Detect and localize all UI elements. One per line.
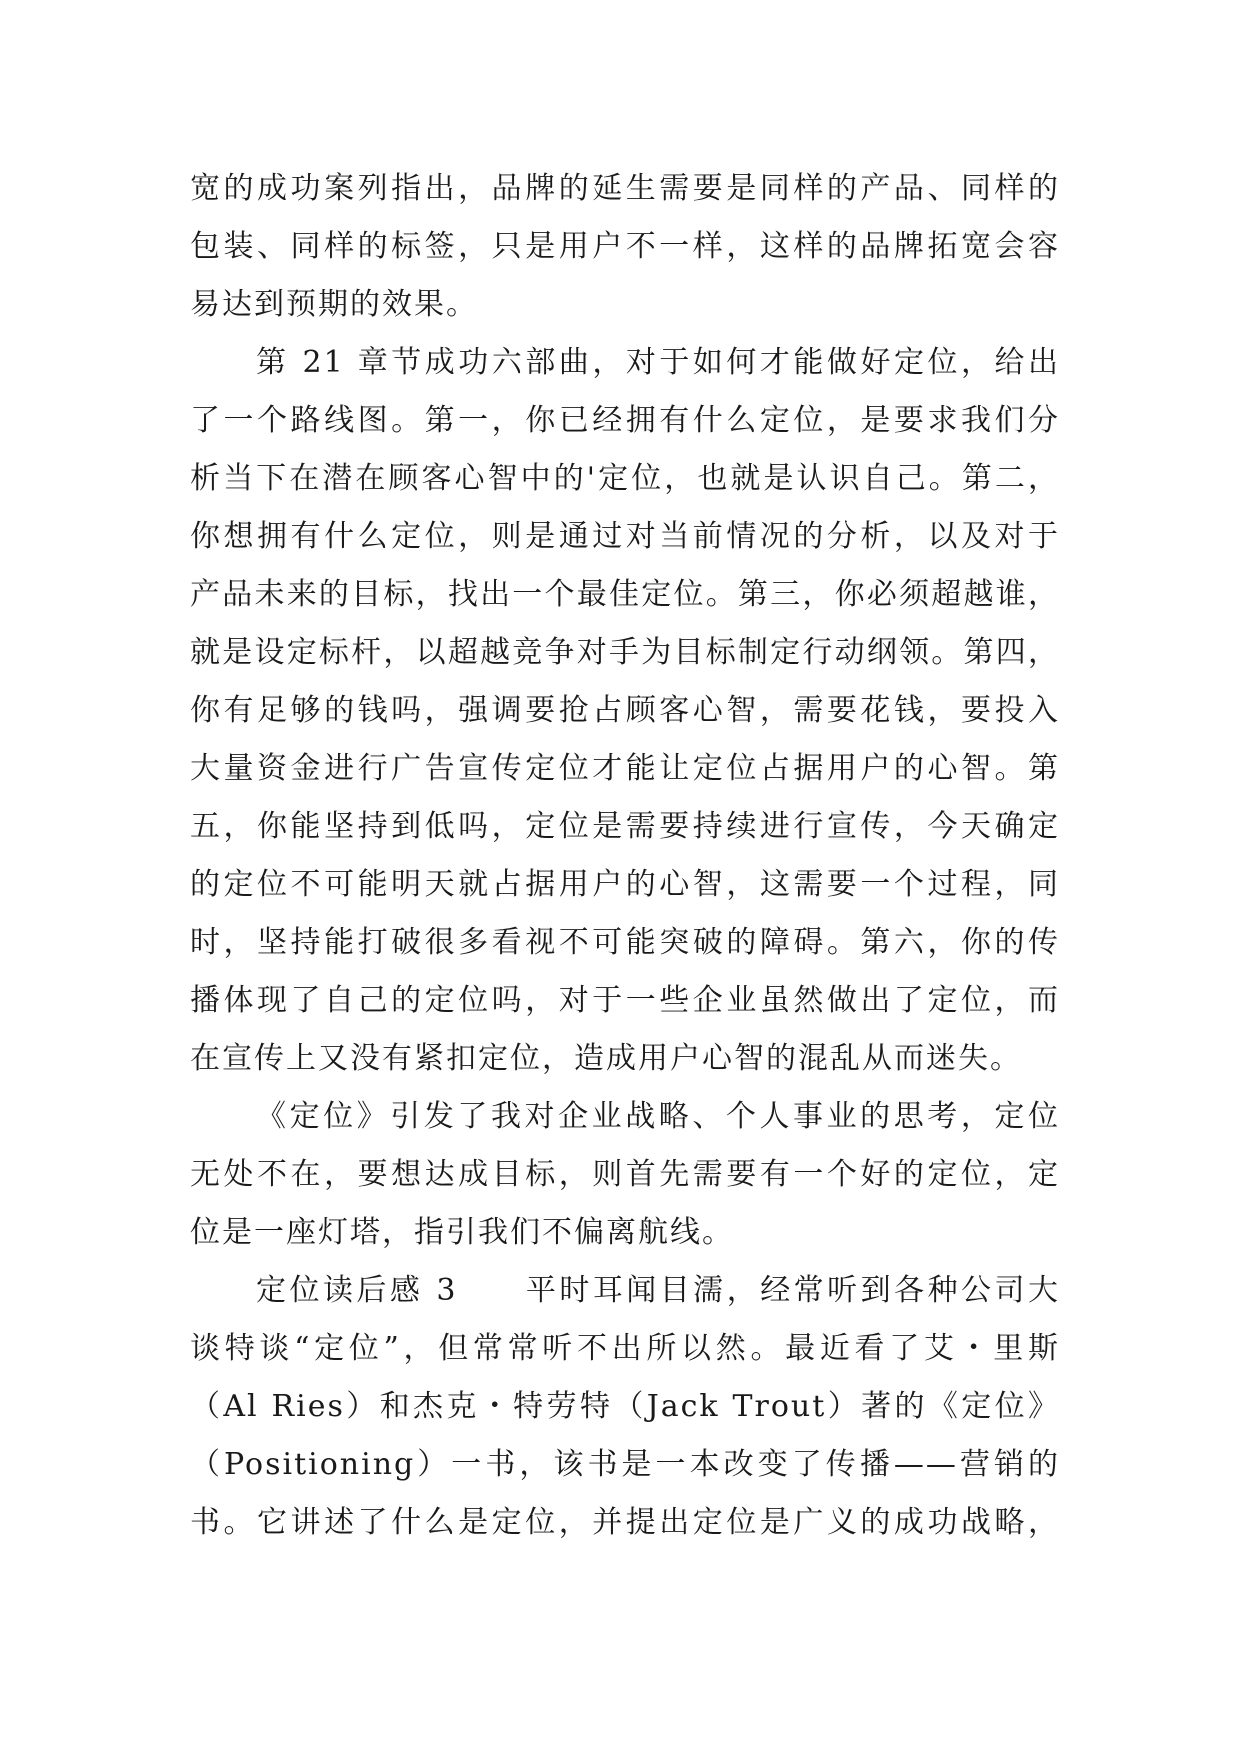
body-text [190,160,1060,1552]
text-line: 产品未来的目标，找出一个最佳定位。第三，你必须超越谁， [190,577,1060,612]
paragraph-2 [190,334,1060,1088]
text-line: 宽的成功案列指出，品牌的延生需要是同样的产品、同样的 [190,171,1060,206]
text-line: 定位读后感 3 平时耳闻目濡，经常听到各种公司大 [256,1273,1060,1308]
text-line: 谈特谈“定位”，但常常听不出所以然。最近看了艾・里斯 [190,1331,1060,1366]
text-line: 《定位》引发了我对企业战略、个人事业的思考，定位 [256,1099,1060,1134]
text-line: 书。它讲述了什么是定位，并提出定位是广义的成功战略， [190,1505,1060,1540]
text-line: 五，你能坚持到低吗，定位是需要持续进行宣传，今天确定 [190,809,1060,844]
text-line: 析当下在潜在顾客心智中的'定位，也就是认识自己。第二， [190,461,1060,496]
text-line: 位是一座灯塔，指引我们不偏离航线。 [190,1215,734,1250]
text-line: 就是设定标杆，以超越竞争对手为目标制定行动纲领。第四， [190,635,1060,670]
text-line: 了一个路线图。第一，你已经拥有什么定位，是要求我们分 [190,403,1060,438]
paragraph-3 [190,1088,1060,1262]
paragraph-1 [190,160,1060,334]
text-line: 播体现了自己的定位吗，对于一些企业虽然做出了定位，而 [190,983,1060,1018]
text-line: 你有足够的钱吗，强调要抢占顾客心智，需要花钱，要投入 [190,693,1060,728]
text-line: 时，坚持能打破很多看视不可能突破的障碍。第六，你的传 [190,925,1060,960]
paragraph-4 [190,1262,1060,1552]
text-line: 你想拥有什么定位，则是通过对当前情况的分析，以及对于 [190,519,1060,554]
text-line: 在宣传上又没有紧扣定位，造成用户心智的混乱从而迷失。 [190,1041,1022,1076]
text-line: （Al Ries）和杰克・特劳特（Jack Trout）著的《定位》 [190,1389,1060,1424]
text-line: 无处不在，要想达成目标，则首先需要有一个好的定位，定 [190,1157,1060,1192]
text-line: （Positioning）一书，该书是一本改变了传播——营销的 [190,1447,1060,1482]
text-line: 包装、同样的标签，只是用户不一样，这样的品牌拓宽会容 [190,229,1060,264]
text-line: 易达到预期的效果。 [190,287,478,322]
text-line: 第 21 章节成功六部曲，对于如何才能做好定位，给出 [256,345,1060,380]
text-line: 大量资金进行广告宣传定位才能让定位占据用户的心智。第 [190,751,1060,786]
text-line: 的定位不可能明天就占据用户的心智，这需要一个过程，同 [190,867,1060,902]
